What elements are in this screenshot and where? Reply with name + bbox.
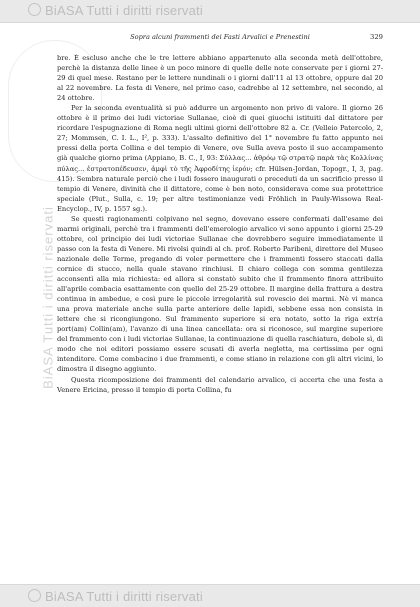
bottom-watermark-bar	[0, 584, 420, 607]
paragraph: Questa ricomposizione dei frammenti del calendario arvalico, ci accerta che una festa a Venere Ericina, presso il tempio di porta Collina, fu	[57, 375, 383, 394]
top-watermark-text: BiASA Tutti i diritti riservati	[45, 3, 203, 18]
book-page	[57, 30, 383, 580]
bottom-watermark	[28, 589, 203, 604]
paragraph: bre. È escluso anche che le tre lettere abbiano appartenuto alla seconda metà dell'ottobre, perchè la distanza delle linee è un poco minore di quelle delle note conservate per i giorni 27-29 di quel mese. Restano per le lettere nundinali o i giorni dall'11 al 13 ottobre, oppure dal 20 al 22 novembre. La festa di Venere, nel primo caso, cadrebbe al 12 settembre, nel secondo, al 24 ottobre.	[57, 54, 383, 103]
running-header	[57, 30, 383, 44]
biasa-logo-icon	[28, 589, 41, 602]
bottom-watermark-text: BiASA Tutti i diritti riservati	[45, 589, 203, 604]
vertical-watermark: BiASA Tutti i diritti riservati	[40, 206, 56, 389]
paragraph: Se questi ragionamenti colpivano nel segno, dovevano essere confermati dall'esame dei marmi originali, perchè tra i frammenti dell'emerologio arvalico vi sono appunto i giorni 25-29 ottobre, col principio dei ludi victoriae Sullanae che dovrebbero seguire immediatamente il passo con la festa di Venere. Mi rivolsi quindi al ch. prof. Roberto Paribeni, direttore del Museo nazionale delle Terme, pregando di voler permettere che i frammenti fossero staccati dalla cornice di stucco, nella quale stavano rinchiusi. Il chiaro collega con somma gentilezza acconsentì alla mia richiesta: ed allora si constatò subito che il frammento finora attribuito all'aprile combacia esattamente con quello del 25-29 ottobre. Il margine della frattura a destra continua in ambedue, e così pure le piccole irregolarità sul rovescio dei marmi. Nè vi manca una prova materiale anche sulla parte anteriore delle lapidi, sebbene essa non consista in lettere che si ricongiungono. Sul frammento superiore si era notato, sotto la riga extr(a port(am) Collin(am), l'avanzo di una linea cancellata: ora si riconosce, sul margine superiore del frammento con i ludi victoriae Sullanae, la continuazione di quella raschiatura, debole sì, di modo che noi editori possiamo essere scusati di averla negletta, ma certissima per ogni intenditore. Come combacino i due frammenti, e come stiano in relazione con gli altri vicini, lo dimostra il disegno aggiunto.	[57, 214, 383, 374]
body-text	[57, 53, 383, 395]
running-title: Sopra alcuni frammenti dei Fasti Arvalici e Prenestini	[130, 33, 310, 41]
paragraph: Per la seconda eventualità si può addurre un argomento non privo di valore. Il giorno 26 ottobre è il primo dei ludi victoriae Sullanae, cioè di quei giuochi istituiti dal dittatore per ricordare l'espugnazione di Roma negli ultimi giorni dell'ottobre 82 a. Cr. (Velleio Patercolo, 2, 27; Mommsen, C. I. L., I², p. 333). L'assalto definitivo del 1° novembre fu fatto appunto nei pressi della porta Collina e del tempio di Venere, ove Sulla aveva posto il suo accampamento già qualche giorno prima (Appiano, B. C., I, 93: Σύλλας... ἀθρόῳ τῷ στρατῷ παρὰ τὰς Κολλίνας πύλας... ἐστρατοπέδευσεν, ἀμφὶ τὸ τῆς Ἀφροδίτης ἱερόν; cfr. Hülsen-Jordan, Topogr., I, 3, pag. 415). Sembra naturale perciò che i ludi fossero inaugurati o preceduti da un sacrificio presso il tempio di Venere, divinità che il dittatore, come è ben noto, considerava come sua protettrice speciale (Plut., Sulla, c. 19; per altre testimonianze vedi Fröhlich in Pauly-Wissowa Real-Encyclop., IV, p. 1557 sg.).	[57, 104, 383, 213]
page-number: 329	[370, 33, 383, 41]
top-watermark-bar	[0, 0, 420, 23]
top-watermark	[28, 3, 203, 18]
biasa-logo-icon	[28, 3, 41, 16]
